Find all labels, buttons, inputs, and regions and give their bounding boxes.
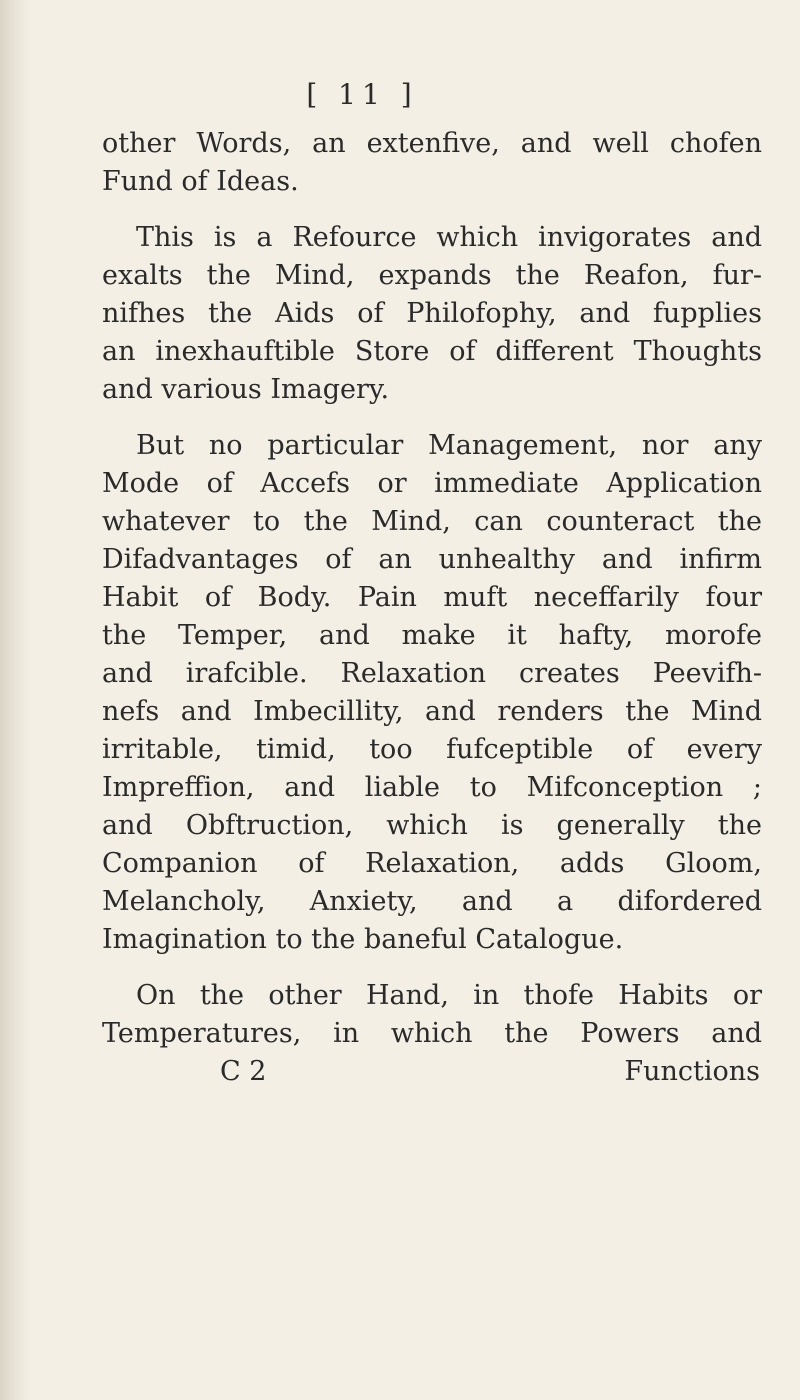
text-line: On the other Hand, in thofe Habits or xyxy=(136,980,762,1011)
paragraph-4 xyxy=(102,977,762,1053)
text-line: Impreffion, and liable to Mifconception ; xyxy=(102,772,762,803)
text-line: But no particular Management, nor any xyxy=(136,430,762,461)
text-line: exalts the Mind, expands the Reafon, fur- xyxy=(102,260,762,291)
text-line: irritable, timid, too fufceptible of every xyxy=(102,734,762,765)
catchword: Functions xyxy=(624,1056,760,1087)
text-line: Mode of Accefs or immediate Application xyxy=(102,468,762,499)
book-page xyxy=(102,78,762,1091)
text-line: the Temper, and make it hafty, morofe xyxy=(102,620,762,651)
text-line: nifhes the Aids of Philofophy, and fupplies xyxy=(102,298,762,329)
text-line: Temperatures, in which the Powers and xyxy=(102,1018,762,1049)
signature-mark: C 2 xyxy=(220,1056,267,1087)
page-number-header: [ 11 ] xyxy=(306,78,418,111)
text-line: Fund of Ideas. xyxy=(102,166,299,197)
text-line: nefs and Imbecillity, and renders the Mind xyxy=(102,696,762,727)
paragraph-1 xyxy=(102,125,762,201)
text-line: Difadvantages of an unhealthy and infirm xyxy=(102,544,762,575)
text-line: Companion of Relaxation, adds Gloom, xyxy=(102,848,762,879)
page-footer xyxy=(102,1053,762,1091)
text-line: an inexhauftible Store of different Thoughts xyxy=(102,336,762,367)
text-line: Habit of Body. Pain muft neceffarily four xyxy=(102,582,762,613)
page-gutter-shadow xyxy=(0,0,30,1400)
text-line: and various Imagery. xyxy=(102,374,390,405)
text-line: Imagination to the baneful Catalogue. xyxy=(102,924,624,955)
text-line: and Obftruction, which is generally the xyxy=(102,810,762,841)
text-line: other Words, an extenfive, and well chofen xyxy=(102,128,762,159)
text-line: whatever to the Mind, can counteract the xyxy=(102,506,762,537)
text-line: Melancholy, Anxiety, and a difordered xyxy=(102,886,762,917)
paragraph-2 xyxy=(102,219,762,409)
text-line: This is a Refource which invigorates and xyxy=(136,222,762,253)
paragraph-3 xyxy=(102,427,762,959)
text-line: and irafcible. Relaxation creates Peevifh- xyxy=(102,658,762,689)
